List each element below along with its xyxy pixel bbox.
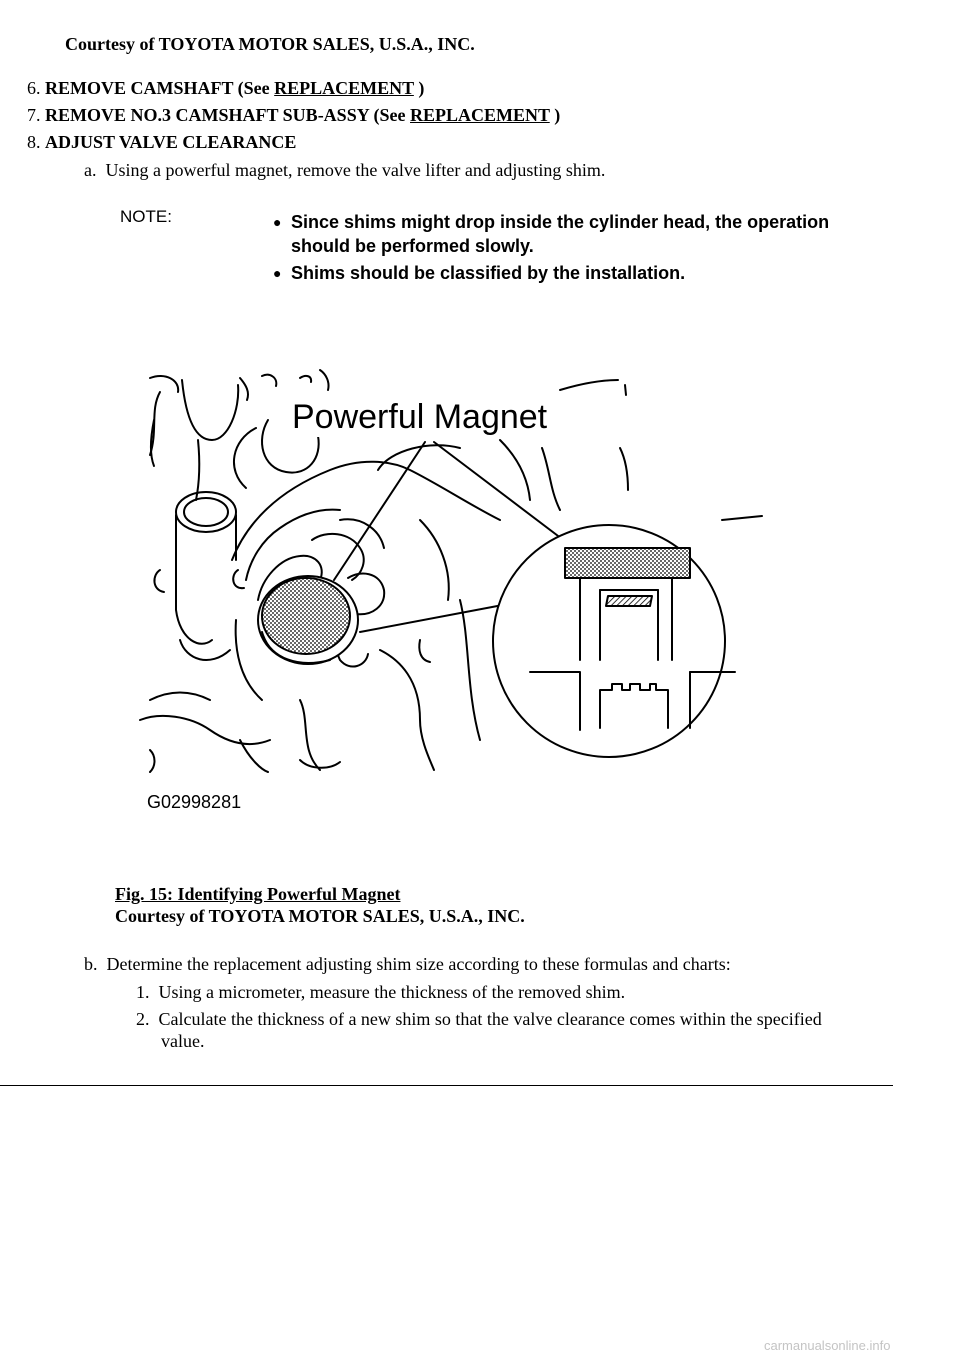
list-number: 1. (136, 982, 150, 1002)
step-tail: ) (549, 105, 561, 125)
list-text: Calculate the thickness of a new shim so that the valve clearance comes within the specified (158, 1009, 822, 1029)
bullet-icon: ● (273, 265, 282, 281)
note-line: should be performed slowly. (291, 236, 534, 256)
note-label: NOTE: (120, 207, 172, 226)
figure-courtesy: Courtesy of TOYOTA MOTOR SALES, U.S.A., INC. (115, 906, 525, 926)
list-text-continued: value. (161, 1031, 205, 1051)
step-tail: ) (413, 78, 425, 98)
substep-letter: a. (84, 160, 97, 180)
step-text: REMOVE NO.3 CAMSHAFT SUB-ASSY (See (45, 105, 411, 125)
step-number: 7. (27, 105, 41, 125)
figure-callout-label: Powerful Magnet (292, 398, 548, 436)
list-item (136, 1008, 822, 1030)
horizontal-divider (0, 1085, 893, 1086)
replacement-link[interactable]: REPLACEMENT (274, 78, 414, 98)
substep-b (84, 953, 731, 975)
substep-letter: b. (84, 954, 98, 974)
figure-caption[interactable]: Fig. 15: Identifying Powerful Magnet (115, 884, 401, 904)
step-text: REMOVE CAMSHAFT (See (45, 78, 275, 98)
note-line: Since shims might drop inside the cylinder head, the operation (291, 212, 830, 232)
list-item (136, 981, 625, 1003)
figure-code: G02998281 (147, 792, 242, 812)
step-text: ADJUST VALVE CLEARANCE (45, 132, 297, 152)
substep-text: Determine the replacement adjusting shim size according to these formulas and charts: (106, 954, 731, 974)
substep-text: Using a powerful magnet, remove the valve lifter and adjusting shim. (105, 160, 606, 180)
step-number: 6. (27, 78, 41, 98)
list-text: Using a micrometer, measure the thickness of the removed shim. (158, 982, 626, 1002)
watermark: carmanualsonline.info (764, 1338, 891, 1353)
replacement-link[interactable]: REPLACEMENT (410, 105, 550, 125)
header-courtesy: Courtesy of TOYOTA MOTOR SALES, U.S.A., INC. (65, 34, 475, 54)
list-number: 2. (136, 1009, 150, 1029)
note-bullet-2: Shims should be classified by the installation. (291, 263, 686, 283)
bullet-icon: ● (273, 214, 282, 230)
step-number: 8. (27, 132, 41, 152)
